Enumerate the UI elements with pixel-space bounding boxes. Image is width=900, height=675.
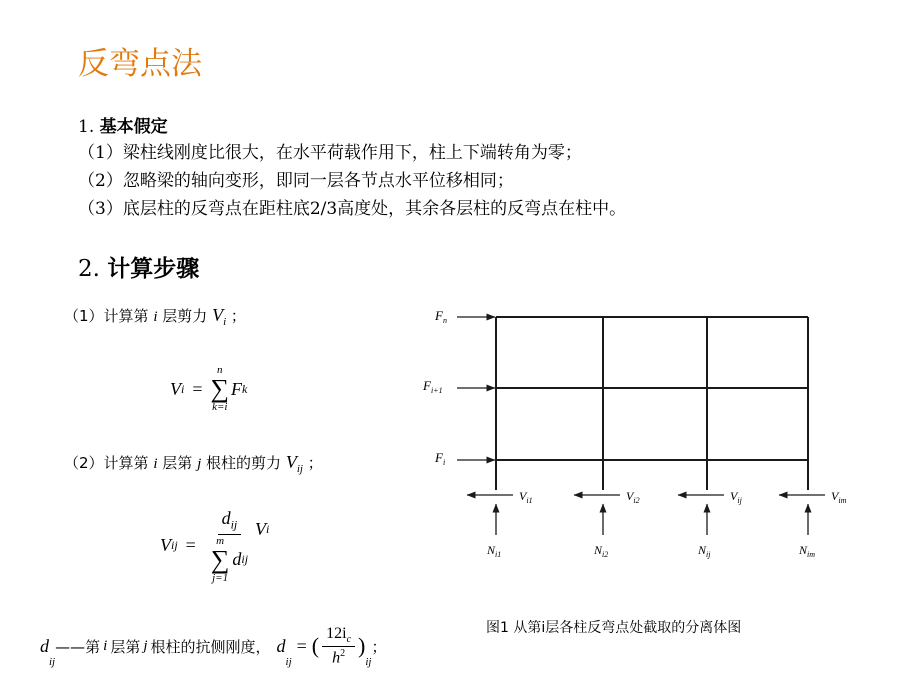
assumption-2: （2）忽略梁的轴向变形，即同一层各节点水平位移相同； bbox=[78, 171, 514, 191]
step2-text bbox=[64, 452, 323, 475]
step2-prefix: （2）计算第 bbox=[64, 454, 149, 472]
step2-var-i: i bbox=[153, 456, 158, 472]
step2-var-j: j bbox=[197, 456, 202, 472]
section1-title: 基本假定 bbox=[99, 117, 168, 137]
dij-formula-numerator bbox=[322, 625, 355, 647]
dij-formula-den: h bbox=[332, 649, 341, 667]
step1-prefix: （1）计算第 bbox=[64, 307, 149, 325]
formula2-denominator bbox=[207, 535, 252, 584]
shear-label-1: $V_{i1}$ bbox=[519, 489, 533, 505]
step1-symbol-sub: i bbox=[223, 316, 227, 328]
formula1-term: F bbox=[231, 378, 243, 399]
dij-mid: 层第 bbox=[110, 637, 141, 656]
step1-var-i: i bbox=[153, 309, 158, 325]
section2-number: 2. bbox=[78, 256, 100, 282]
formula2-sum-bottom: j=1 bbox=[212, 571, 229, 584]
stiffness-definition bbox=[40, 625, 387, 668]
dij-formula-open: ( bbox=[311, 633, 320, 659]
dij-formula-den-sup: 2 bbox=[340, 648, 346, 660]
dij-formula-num-sub: c bbox=[346, 634, 352, 646]
step2-suffix: ； bbox=[307, 454, 323, 472]
dij-formula-end: ； bbox=[371, 637, 387, 656]
formula2-num-sym: d bbox=[221, 508, 231, 528]
assumption-1: （1）梁柱线刚度比很大，在水平荷载作用下，柱上下端转角为零； bbox=[78, 143, 582, 163]
formula2-sigma: ∑ bbox=[210, 544, 230, 574]
step2-middle: 层第 bbox=[162, 454, 193, 472]
axial-arrows bbox=[496, 504, 808, 535]
formula2-tail: V bbox=[255, 519, 267, 540]
section2-heading bbox=[78, 250, 199, 283]
formula2-fraction bbox=[207, 508, 252, 584]
formula1-sum-top: n bbox=[217, 364, 223, 376]
figure-caption: 图1 从第i层各柱反弯点处截取的分离体图 bbox=[486, 620, 742, 636]
formula1-lhs: V bbox=[170, 378, 181, 399]
axial-label-2: $N_{i2}$ bbox=[594, 543, 609, 559]
shear-label-4: $V_{im}$ bbox=[831, 489, 847, 505]
section1-heading bbox=[78, 112, 168, 137]
step2-symbol: V bbox=[285, 452, 297, 472]
dij-var-i: i bbox=[103, 637, 108, 654]
dij-formula-symbol: d bbox=[276, 635, 286, 656]
dij-formula-num: 12i bbox=[326, 625, 347, 642]
formula2-tail-sub: i bbox=[266, 522, 270, 537]
shear-label-3: $V_{ij}$ bbox=[730, 489, 742, 505]
axial-label-3: $N_{ij}$ bbox=[698, 543, 711, 559]
formula1-sum-bottom: k=i bbox=[212, 401, 228, 413]
dij-symbol-sub: ij bbox=[49, 655, 56, 668]
dij-formula-close: ) bbox=[358, 633, 366, 659]
load-label-i: $F_i$ bbox=[435, 450, 446, 467]
formula1-equals: = bbox=[192, 378, 203, 399]
step2-middle2: 根柱的剪力 bbox=[206, 454, 282, 472]
formula2-equals: = bbox=[185, 535, 196, 556]
page-title: 反弯点法 bbox=[78, 46, 202, 82]
formula2-summation bbox=[211, 536, 230, 584]
formula1-term-sub: k bbox=[242, 381, 248, 396]
formula2-den-sym: d bbox=[232, 549, 242, 570]
dij-formula-sub: ij bbox=[285, 655, 292, 668]
formula-shear-column bbox=[160, 508, 269, 584]
dij-symbol: d bbox=[40, 635, 49, 656]
formula1-summation bbox=[211, 365, 230, 413]
section2-title: 计算步骤 bbox=[107, 255, 200, 282]
dij-formula-denominator bbox=[328, 647, 349, 667]
formula1-sigma: ∑ bbox=[210, 374, 230, 403]
dij-dash: ——第 bbox=[55, 637, 101, 656]
dij-formula-fraction bbox=[322, 625, 355, 668]
formula-shear-storey bbox=[170, 365, 247, 413]
step1-suffix: ； bbox=[230, 307, 246, 325]
formula2-numerator bbox=[218, 508, 242, 535]
formula2-lhs-sub: ij bbox=[171, 538, 178, 553]
step2-symbol-sub: ij bbox=[296, 463, 303, 475]
load-label-n: $F_n$ bbox=[435, 308, 447, 325]
step1-middle: 层剪力 bbox=[162, 307, 208, 325]
dij-var-j: j bbox=[143, 637, 148, 654]
load-label-i1: $F_{i+1}$ bbox=[423, 378, 443, 395]
section1-number: 1. bbox=[78, 117, 95, 137]
step1-symbol: V bbox=[212, 305, 224, 325]
shear-label-2: $V_{i2}$ bbox=[626, 489, 640, 505]
step1-text bbox=[64, 305, 246, 328]
formula2-lhs: V bbox=[160, 535, 171, 556]
lateral-loads bbox=[457, 317, 495, 460]
axial-label-1: $N_{i1}$ bbox=[487, 543, 502, 559]
axial-label-4: $N_{im}$ bbox=[799, 543, 816, 559]
dij-formula-equals: = bbox=[296, 635, 307, 656]
assumption-3: （3）底层柱的反弯点在距柱底2/3高度处，其余各层柱的反弯点在柱中。 bbox=[78, 199, 627, 219]
dij-formula-close-sub: ij bbox=[365, 655, 372, 668]
frame-grid bbox=[496, 317, 808, 490]
formula2-sum-top: m bbox=[216, 534, 225, 547]
dij-text: 根柱的抗侧刚度， bbox=[150, 637, 271, 656]
formula2-den-sub: ij bbox=[241, 552, 249, 567]
formula1-lhs-sub: i bbox=[181, 381, 185, 396]
frame-free-body-diagram bbox=[415, 290, 865, 580]
formula2-num-sub: ij bbox=[230, 517, 238, 532]
